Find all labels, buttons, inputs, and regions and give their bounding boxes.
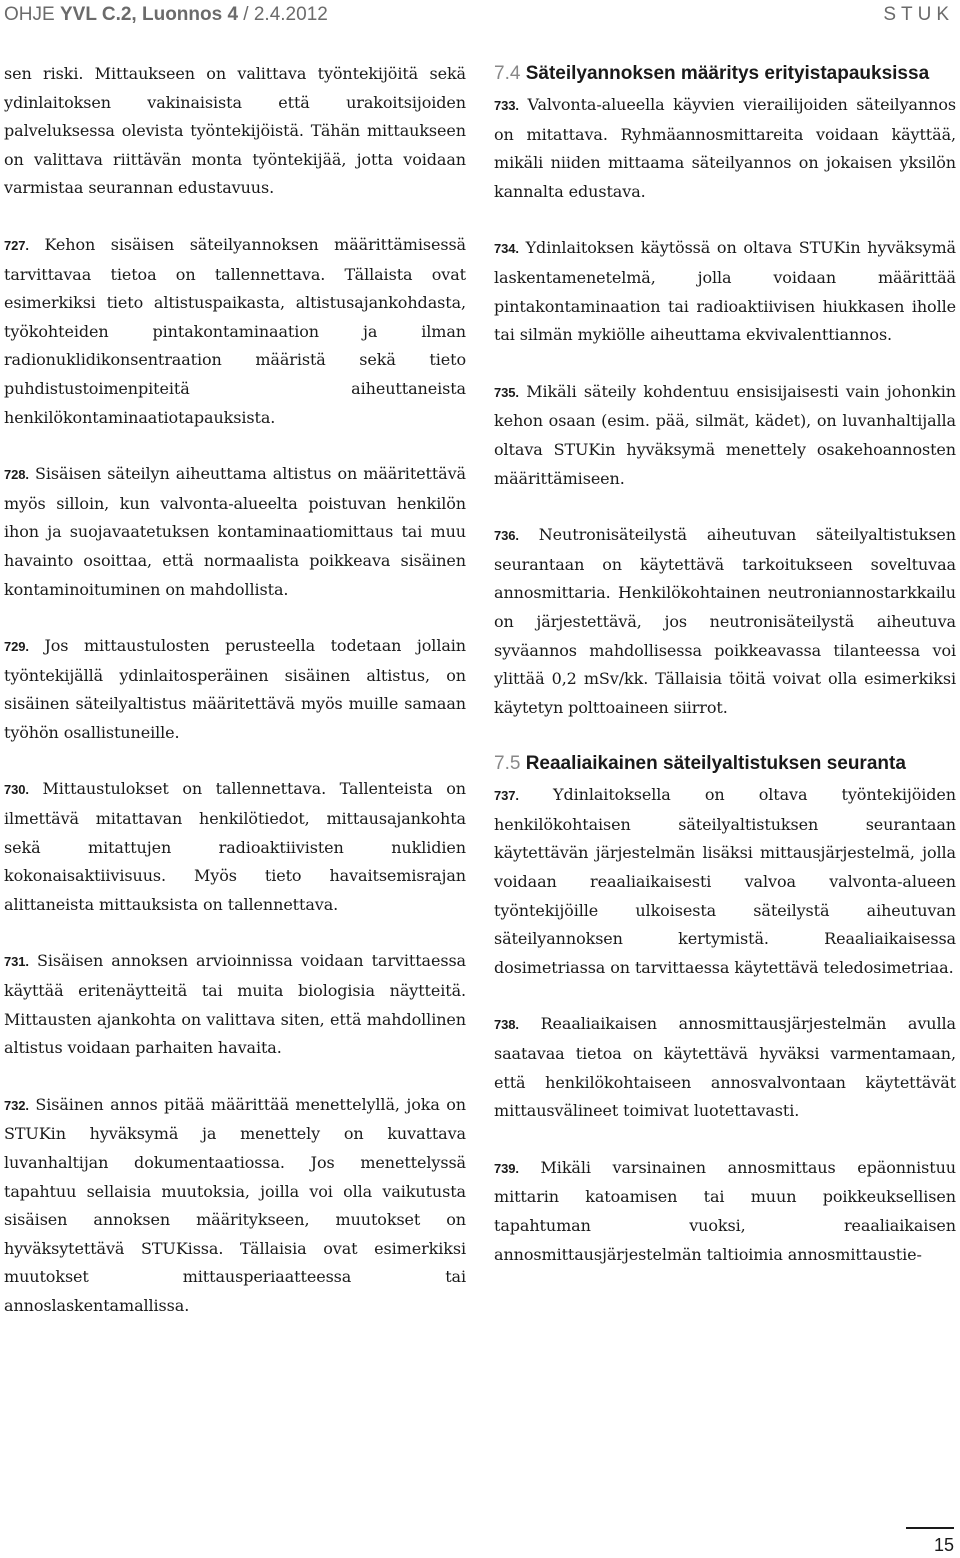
paragraph-number: 727. — [4, 237, 29, 253]
paragraph-728 — [4, 460, 466, 604]
paragraph-729 — [4, 632, 466, 747]
right-column — [494, 60, 956, 1297]
document-title — [4, 4, 328, 26]
section-title: Reaaliaikainen säteilyaltistuksen seuranta — [525, 753, 906, 775]
paragraph-number: 735. — [494, 384, 519, 400]
paragraph-text: Kehon sisäisen säteilyannoksen määrittämisessä tarvittavaa tietoa on tallennettava. Tällaista ovat esimerkiksi tieto altistuspaikasta, altistusajankohdasta, työkohteiden pintakontaminaation ja ilman radionuklidikonsentraation määristä sekä tieto puhdistustoimenpiteitä aiheuttaneista henkilökontaminaatiotapauksista. — [4, 234, 466, 427]
paragraph-739 — [494, 1154, 956, 1269]
left-column — [4, 60, 466, 1349]
paragraph-736 — [494, 521, 956, 722]
paragraph-737 — [494, 781, 956, 982]
paragraph-text: Ydinlaitoksen käytössä on oltava STUKin hyväksymä laskentamenetelmä, jolla voidaan määrittää pintakontaminaation tai radioaktiivisen hiukkasen iholle tai silmän mykiölle aiheuttama ekvivalenttiannos. — [494, 238, 956, 345]
paragraph-727 — [4, 231, 466, 432]
doc-date: / 2.4.2012 — [238, 4, 328, 25]
section-heading-7-5 — [494, 750, 956, 777]
paragraph-number: 728. — [4, 467, 29, 483]
paragraph-number: 731. — [4, 954, 29, 970]
footer-divider — [906, 1527, 954, 1529]
paragraph-number: 736. — [494, 528, 519, 544]
page-header — [0, 0, 960, 40]
section-number: 7.4 — [494, 63, 521, 84]
paragraph-text: sen riski. Mittaukseen on valittava työntekijöitä sekä ydinlaitoksen vakinaisista että urakoitsijoiden palveluksessa olevista työntekijöistä. Tähän mittaukseen on valittava riittävän monta työntekijää, jotta voidaan varmistaa seurannan edustavuus. — [4, 64, 466, 198]
paragraph-text: Reaaliaikaisen annosmittausjärjestelmän avulla saatavaa tietoa on käytettävä hyväksi varmentamaan, että henkilökohtaiseen annosvalvontaan käytettävät mittausvälineet toimivat luotettavasti. — [494, 1014, 956, 1121]
paragraph-738 — [494, 1010, 956, 1125]
paragraph-text: Mikäli säteily kohdentuu ensisijaisesti vain johonkin kehon osaan (esim. pää, silmät, kädet), on luvanhaltijalla oltava STUKin hyväksymä menettely osakehoannosten määrittämiseen. — [494, 381, 956, 488]
paragraph-732 — [4, 1091, 466, 1321]
paragraph-text: Mikäli varsinainen annosmittaus epäonnistuu mittarin katoamisen tai muun poikkeuksellisen tapahtuman vuoksi, reaaliaikaisen annosmittausjärjestelmän taltioimia annosmittaustie- — [494, 1157, 956, 1264]
section-heading-7-4 — [494, 60, 956, 87]
section-title: Säteilyannoksen määritys erityistapauksissa — [525, 63, 930, 84]
paragraph-734 — [494, 234, 956, 349]
organization-name: STUK — [883, 4, 954, 25]
page-number: 15 — [933, 1535, 954, 1555]
section-number: 7.5 — [494, 753, 521, 775]
paragraph-number: 739. — [494, 1160, 519, 1176]
paragraph-text: Jos mittaustulosten perusteella todetaan jollain työntekijällä ydinlaitosperäinen sisäinen altistus, on sisäinen säteilyaltistus määritettävä myös muille samaan työhön osallistuneille. — [4, 636, 466, 742]
paragraph-number: 738. — [494, 1017, 519, 1033]
paragraph-735 — [494, 378, 956, 493]
paragraph-text: Neutronisäteilystä aiheutuvan säteilyaltistuksen seurantaan on käytettävä tarkoitukseen soveltuvaa annosmittaria. Henkilökohtainen neutroniannostarkkailu on järjestettävä, jos neutronisäteilystä aiheutuva syväannos mahdollisessa poikkeavassa tilanteessa voi ylittää 0,2 mSv/kk. Tällaisia töitä voivat olla esimerkiksi käytetyn polttoaineen siirrot. — [494, 525, 956, 717]
paragraph-text: Valvonta-alueella käyvien vierailijoiden säteilyannos on mitattava. Ryhmäannosmittareita voidaan käyttää, mikäli niiden mittaama säteilyannos on jokaisen yksilön kannalta edustava. — [494, 95, 956, 201]
paragraph-731 — [4, 947, 466, 1062]
paragraph-text: Ydinlaitoksella on oltava työntekijöiden henkilökohtaisen säteilyaltistuksen seurantaan käytettävän järjestelmän lisäksi mittausjärjestelmä, jolla voidaan reaaliaikaisesti valvoa valvonta-alueen työntekijöille ulkoisesta säteilystä aiheutuvan säteilyannoksen kertymistä. Reaaliaikaisessa dosimetriassa on tarvittaessa käytettävä teledosimetriaa. — [494, 785, 956, 977]
paragraph-text: Mittaustulokset on tallennettava. Tallenteista on ilmettävä mitattavan henkilötiedot, mittausajankohta sekä mitattujen radioaktiivisten nuklidien kokonaisaktiivisuus. Myös tieto havaitsemisrajan alittaneista mittauksista on tallennettava. — [4, 779, 466, 914]
paragraph-730 — [4, 775, 466, 919]
paragraph-number: 737. — [494, 788, 519, 804]
paragraph-number: 733. — [494, 98, 519, 113]
doc-prefix: OHJE — [4, 4, 55, 25]
paragraph-text: Sisäisen säteilyn aiheuttama altistus on määritettävä myös silloin, kun valvonta-alueelta poistuvan henkilön ihon ja suojavaatetuksen kontaminaatiomittaus tai muu havainto osoittaa, että normaalista poikkeava sisäinen kontaminoituminen on mahdollista. — [4, 464, 466, 599]
paragraph-continuation — [4, 60, 466, 203]
doc-code: YVL C.2, Luonnos 4 — [59, 4, 239, 25]
paragraph-number: 732. — [4, 1097, 29, 1113]
paragraph-number: 729. — [4, 639, 29, 655]
paragraph-text: Sisäinen annos pitää määrittää menettelyllä, joka on STUKin hyväksymä ja menettely on kuvattava luvanhaltijan dokumentaatiossa. Jos menettelyssä tapahtuu sellaisia muutoksia, joilla voi olla vaikutusta sisäisen annoksen määritykseen, muutokset on hyväksytettävä STUKissa. Tällaisia ovat esimerkiksi muutokset mittausperiaatteessa tai annoslaskentamallissa. — [4, 1094, 466, 1315]
paragraph-number: 730. — [4, 782, 29, 798]
paragraph-number: 734. — [494, 241, 519, 257]
paragraph-733 — [494, 91, 956, 206]
paragraph-text: Sisäisen annoksen arvioinnissa voidaan tarvittaessa käyttää eritenäytteitä tai muita biologisia näytteitä. Mittausten ajankohta on valittava siten, että mahdollinen altistus voidaan parhaiten havaita. — [4, 951, 466, 1058]
